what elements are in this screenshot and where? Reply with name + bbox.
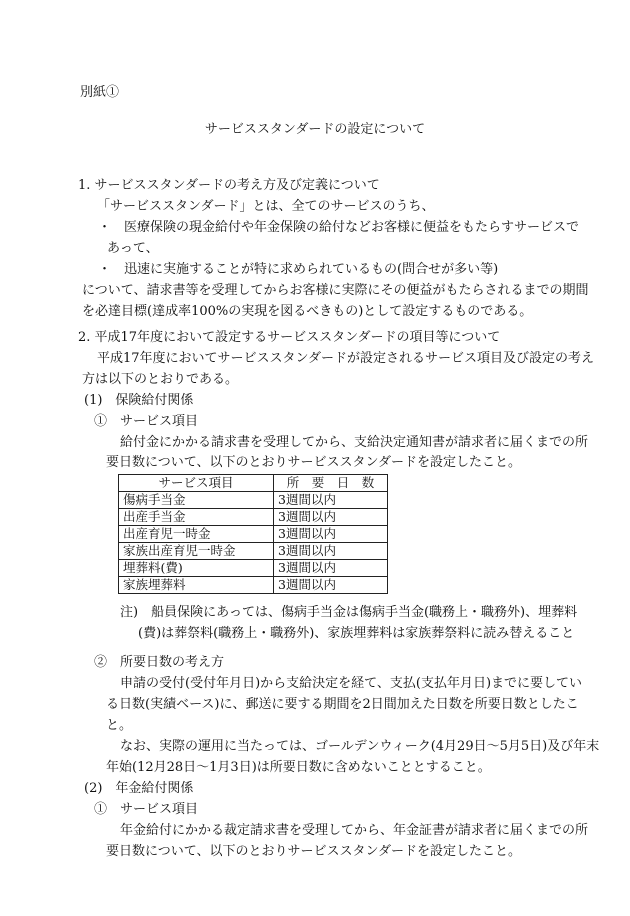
- table-cell: 3週間以内: [274, 543, 388, 560]
- table-note-cont: (費)は葬祭料(職務上・職務外)、家族埋葬料は家族葬祭料に読み替えること: [138, 626, 575, 641]
- sub1-item2-text: なお、実際の運用に当たっては、ゴールデンウィーク(4月29日～5月5日)及び年末: [120, 739, 600, 754]
- sub1-item2-text: と。: [106, 718, 133, 733]
- table-cell: 3週間以内: [274, 560, 388, 577]
- table-row: [119, 560, 388, 577]
- table-cell: 家族埋葬料: [119, 577, 274, 594]
- sub1-item2-text: 申請の受付(受付年月日)から支給決定を経て、支払(支払年月日)までに要してい: [120, 676, 583, 691]
- section2-heading: 2. 平成17年度において設定するサービススタンダードの項目等について: [78, 330, 501, 345]
- table-cell: 埋葬料(費): [119, 560, 274, 577]
- section1-body: について、請求書等を受理してからお客様に実際にその便益がもたらされるまでの期間: [82, 283, 589, 298]
- benefit-table: [118, 474, 388, 594]
- table-row: [119, 492, 388, 509]
- table-cell: 家族出産育児一時金: [119, 543, 274, 560]
- sub1-item2-text: る日数(実績ベース)に、郵送に要する期間を2日間加えた日数を所要日数としたこ: [106, 697, 579, 712]
- table-header: 所 要 日 数: [274, 475, 388, 492]
- table-header-row: [119, 475, 388, 492]
- sub1-heading: (1) 保険給付関係: [84, 393, 194, 408]
- table-note: 注) 船員保険にあっては、傷病手当金は傷病手当金(職務上・職務外)、埋葬料: [120, 605, 578, 620]
- table-row: [119, 526, 388, 543]
- sub1-item1-heading: ① サービス項目: [94, 414, 199, 429]
- section1-bullet1-cont: あって、: [107, 241, 159, 256]
- table-cell: 3週間以内: [274, 492, 388, 509]
- sub1-item2-heading: ② 所要日数の考え方: [94, 655, 225, 670]
- section1-bullet1: ・ 医療保険の現金給付や年金保険の給付などお客様に便益をもたらすサービスで: [98, 220, 580, 235]
- sub2-heading: (2) 年金給付関係: [84, 781, 194, 796]
- section1-heading: 1. サービススタンダードの考え方及び定義について: [78, 178, 380, 193]
- sub2-item1-heading: ① サービス項目: [94, 802, 199, 817]
- section1-intro: 「サービススタンダード」とは、全てのサービスのうち、: [97, 199, 435, 214]
- table-row: [119, 509, 388, 526]
- sub2-item1-text: 年金給付にかかる裁定請求書を受理してから、年金証書が請求者に届くまでの所: [120, 823, 589, 838]
- table-cell: 3週間以内: [274, 577, 388, 594]
- sub1-item2-text: 年始(12月28日～1月3日)は所要日数に含めないこととすること。: [106, 760, 491, 775]
- table-cell: 傷病手当金: [119, 492, 274, 509]
- table-row: [119, 543, 388, 560]
- table-header: サービス項目: [119, 475, 274, 492]
- section2-intro: 平成17年度においてサービススタンダードが設定されるサービス項目及び設定の考え: [97, 351, 595, 366]
- table-cell: 3週間以内: [274, 526, 388, 543]
- table-cell: 出産手当金: [119, 509, 274, 526]
- attachment-label: 別紙①: [80, 85, 120, 100]
- table-row: [119, 577, 388, 594]
- table-cell: 3週間以内: [274, 509, 388, 526]
- section2-intro-cont: 方は以下のとおりである。: [82, 372, 239, 387]
- document-title: サービススタンダードの設定について: [204, 122, 426, 137]
- table-cell: 出産育児一時金: [119, 526, 274, 543]
- sub1-item1-text: 給付金にかかる請求書を受理してから、支給決定通知書が請求者に届くまでの所: [120, 435, 589, 450]
- sub2-item1-text-cont: 要日数について、以下のとおりサービススタンダードを設定したこと。: [106, 844, 521, 859]
- section1-bullet2: ・ 迅速に実施することが特に求められているもの(問合せが多い等): [98, 262, 499, 277]
- section1-body-cont: を必達目標(達成率100%の実現を図るべきもの)として設定するものである。: [82, 304, 533, 319]
- sub1-item1-text-cont: 要日数について、以下のとおりサービススタンダードを設定したこと。: [106, 455, 521, 470]
